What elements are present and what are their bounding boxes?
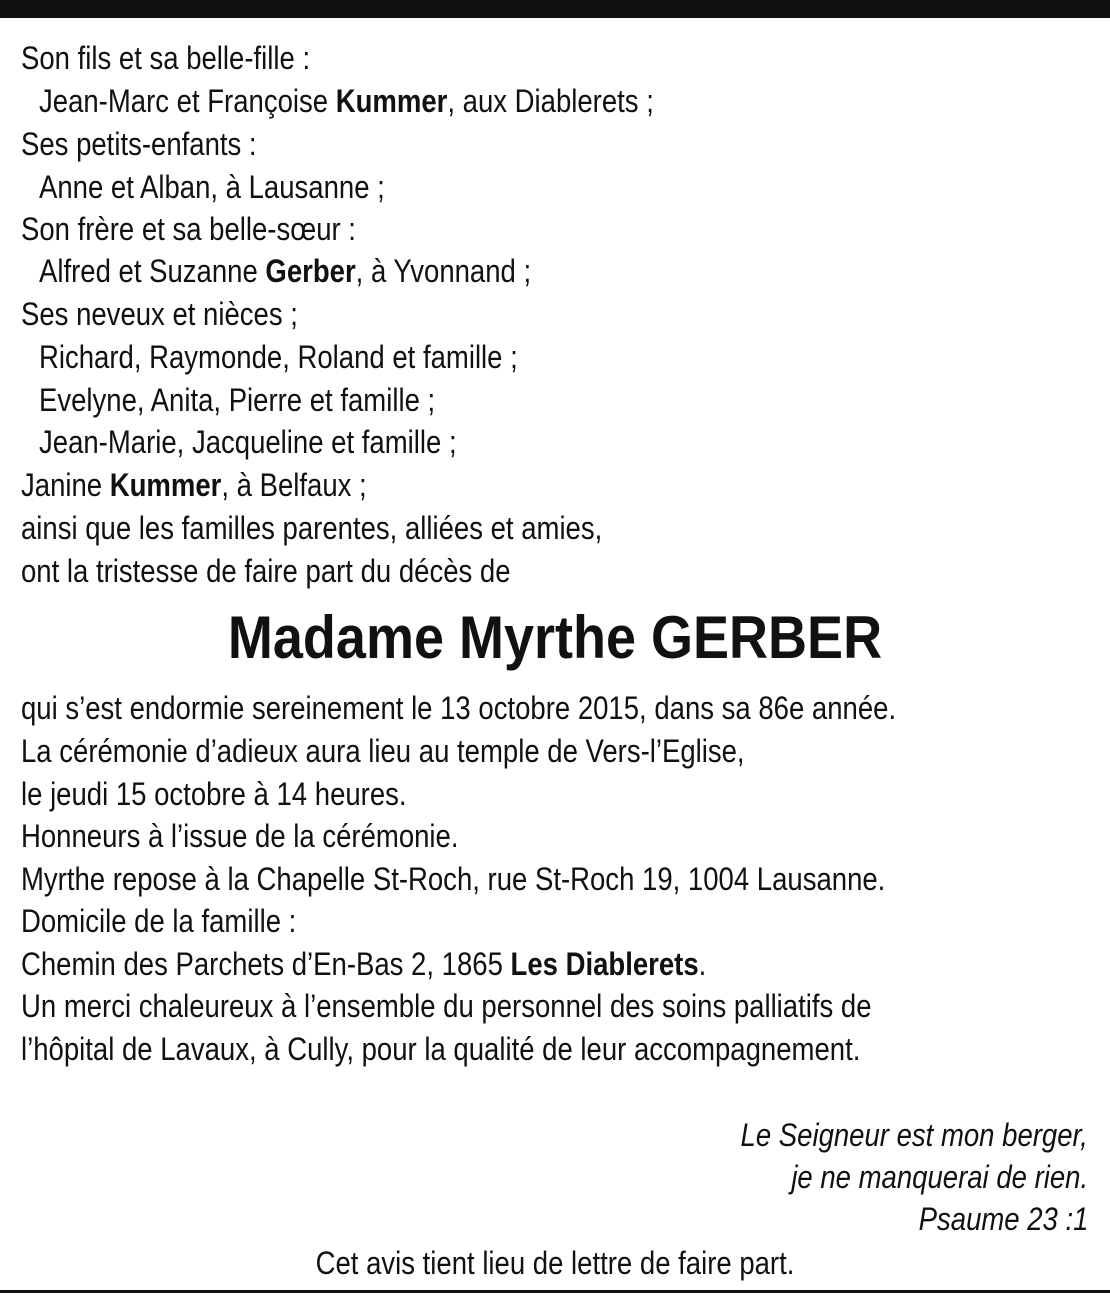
quote-reference: Psaume 23 :1	[918, 1201, 1088, 1237]
family-line-4: Anne et Alban, à Lausanne ;	[39, 169, 385, 205]
top-border-rule	[0, 0, 1110, 18]
family-line-12: ainsi que les familles parentes, alliées et amies,	[21, 510, 603, 546]
footer-note: Cet avis tient lieu de lettre de faire part.	[315, 1245, 795, 1281]
family-line-5: Son frère et sa belle-sœur :	[21, 211, 356, 247]
family-line-1: Son fils et sa belle-fille :	[21, 40, 311, 76]
deceased-name-headline: Madame Myrthe GERBER	[227, 604, 883, 671]
detail-name-les-diablerets: Les Diablerets	[510, 946, 699, 982]
family-name-kummer-1: Kummer	[335, 83, 448, 119]
family-line-6-pre: Alfred et Suzanne	[39, 253, 266, 289]
family-line-11-post: , à Belfaux ;	[221, 467, 367, 503]
quote-line-1: Le Seigneur est mon berger,	[740, 1117, 1088, 1153]
detail-line-7-post: .	[698, 946, 707, 982]
family-line-9: Evelyne, Anita, Pierre et famille ;	[39, 382, 436, 418]
family-line-11	[21, 465, 367, 505]
family-line-6	[39, 251, 531, 291]
detail-line-3: le jeudi 15 octobre à 14 heures.	[21, 776, 407, 812]
detail-line-7	[21, 944, 706, 984]
family-line-2-post: , aux Diablerets ;	[447, 83, 654, 119]
family-line-2-pre: Jean-Marc et Françoise	[39, 83, 336, 119]
family-line-11-pre: Janine	[21, 467, 110, 503]
detail-line-9: l’hôpital de Lavaux, à Cully, pour la qualité de leur accompagnement.	[21, 1031, 861, 1067]
detail-line-7-pre: Chemin des Parchets d’En-Bas 2, 1865	[21, 946, 511, 982]
family-line-2	[39, 81, 654, 121]
family-line-8: Richard, Raymonde, Roland et famille ;	[39, 339, 518, 375]
family-line-10: Jean-Marie, Jacqueline et famille ;	[39, 424, 457, 460]
detail-line-8: Un merci chaleureux à l’ensemble du personnel des soins palliatifs de	[21, 988, 872, 1024]
bottom-border-rule	[0, 1290, 1110, 1293]
detail-line-1: qui s’est endormie sereinement le 13 octobre 2015, dans sa 86e année.	[21, 690, 897, 726]
family-line-7: Ses neveux et nièces ;	[21, 296, 298, 332]
detail-line-2: La cérémonie d’adieux aura lieu au temple de Vers-l’Eglise,	[21, 733, 745, 769]
family-line-6-post: , à Yvonnand ;	[355, 253, 532, 289]
family-name-gerber: Gerber	[265, 253, 356, 289]
family-line-3: Ses petits-enfants :	[21, 126, 257, 162]
detail-line-4: Honneurs à l’issue de la cérémonie.	[21, 818, 459, 854]
detail-line-5: Myrthe repose à la Chapelle St-Roch, rue St-Roch 19, 1004 Lausanne.	[21, 861, 886, 897]
family-line-13: ont la tristesse de faire part du décès de	[21, 553, 511, 589]
quote-line-2: je ne manquerai de rien.	[791, 1159, 1088, 1195]
family-name-kummer-2: Kummer	[109, 467, 222, 503]
detail-line-6: Domicile de la famille :	[21, 903, 297, 939]
